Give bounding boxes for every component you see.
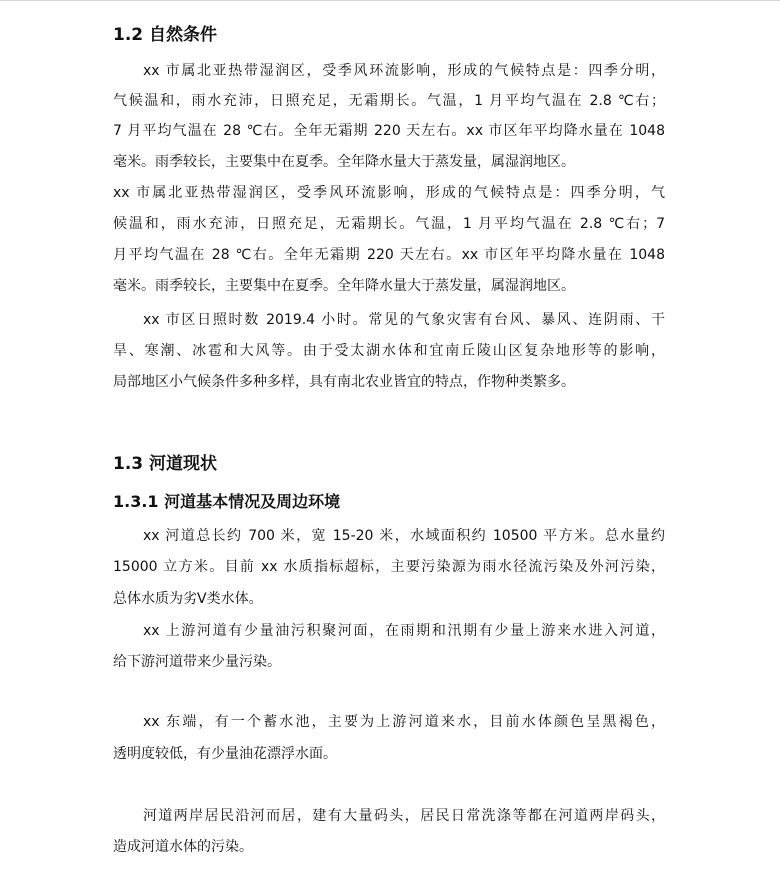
paragraph-line: xx 市属北亚热带湿润区，受季风环流影响，形成的气候特点是：四季分明，气 [113,185,665,201]
paragraph-line: xx 东端，有一个蓄水池，主要为上游河道来水，目前水体颜色呈黑褐色， [143,714,665,730]
paragraph-line: 毫米。雨季较长，主要集中在夏季。全年降水量大于蒸发量，属湿润地区。 [113,278,575,294]
paragraph-line: xx 上游河道有少量油污积聚河面，在雨期和汛期有少量上游来水进入河道， [143,623,665,639]
paragraph-line: 旱、寒潮、冰雹和大风等。由于受太湖水体和宜南丘陵山区复杂地形等的影响， [113,343,665,359]
page-top-border [0,0,780,1]
paragraph-line: 候温和，雨水充沛，日照充足，无霜期长。气温，1 月平均气温在 2.8 ℃右；7 [113,216,665,232]
paragraph-line: 15000 立方米。目前 xx 水质指标超标，主要污染源为雨水径流污染及外河污染， [113,559,665,575]
paragraph-line: 局部地区小气候条件多种多样，具有南北农业皆宜的特点，作物种类繁多。 [113,374,575,390]
paragraph-line: 总体水质为劣Ⅴ类水体。 [113,591,263,607]
paragraph-line: 月平均气温在 28 ℃右。全年无霜期 220 天左右。xx 市区年平均降水量在 1048 [113,247,665,263]
paragraph-line: xx 河道总长约 700 米，宽 15-20 米，水域面积约 10500 平方米。总水量约 [143,528,665,544]
paragraph-line: 毫米。雨季较长，主要集中在夏季。全年降水量大于蒸发量，属湿润地区。 [113,154,575,170]
paragraph-line: 河道两岸居民沿河而居，建有大量码头，居民日常洗涤等都在河道两岸码头， [143,808,665,824]
section-heading-1-2: 1.2 自然条件 [113,25,218,45]
paragraph-line: 造成河道水体的污染。 [113,839,253,855]
paragraph-line: 透明度较低，有少量油花漂浮水面。 [113,746,337,762]
paragraph-line: 气候温和，雨水充沛，日照充足，无霜期长。气温，1 月平均气温在 2.8 ℃右； [113,93,665,109]
paragraph-line: xx 市属北亚热带湿润区，受季风环流影响，形成的气候特点是：四季分明， [143,63,665,79]
paragraph-line: xx 市区日照时数 2019.4 小时。常见的气象灾害有台风、暴风、连阴雨、干 [143,312,665,328]
paragraph-line: 给下游河道带来少量污染。 [113,654,281,670]
paragraph-line: 7 月平均气温在 28 ℃右。全年无霜期 220 天左右。xx 市区年平均降水量在 1048 [113,123,665,139]
section-heading-1-3: 1.3 河道现状 [113,454,218,474]
subsection-heading-1-3-1: 1.3.1 河道基本情况及周边环境 [113,492,341,511]
